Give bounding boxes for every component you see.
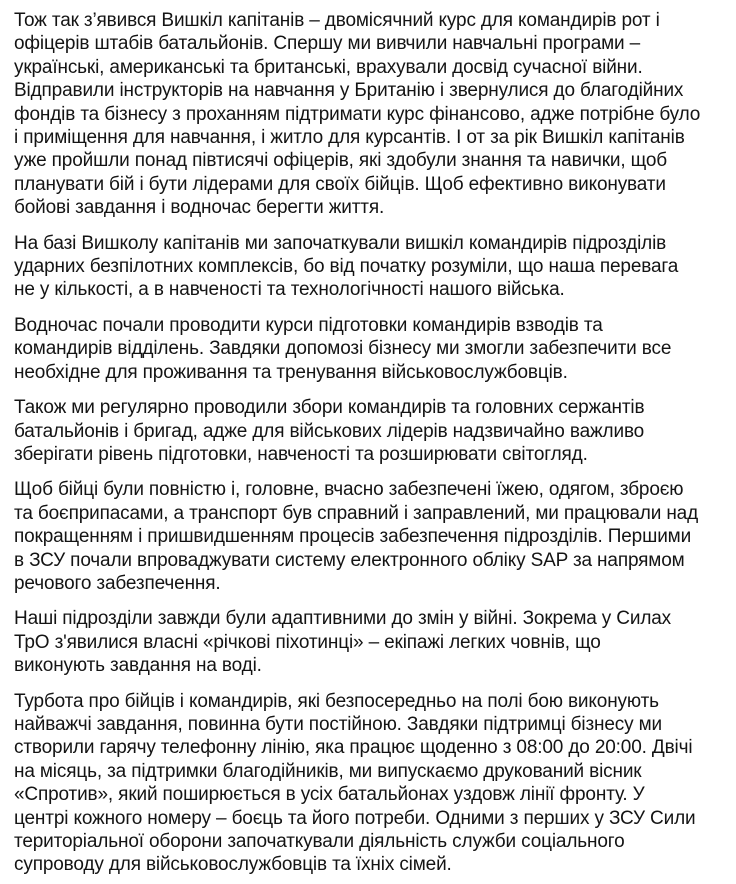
text-line: на місяць, за підтримки благодійників, ми випускаємо друкований вісник xyxy=(14,760,642,782)
text-line: фондів та бізнесу з проханням підтримати курс фінансово, адже потрібне було xyxy=(14,103,701,125)
paragraph xyxy=(14,9,722,220)
text-line: офіцерів штабів батальйонів. Спершу ми вивчили навчальні програми – xyxy=(14,33,641,55)
text-line: Водночас почали проводити курси підготовки командирів взводів та xyxy=(14,314,603,336)
paragraph xyxy=(14,478,722,595)
text-line: батальйонів і бригад, адже для військових лідерів надзвичайно важливо xyxy=(14,420,645,442)
text-line: українські, американські та британські, врахували досвід сучасної війни. xyxy=(14,56,643,78)
paragraph xyxy=(14,396,722,466)
paragraph xyxy=(14,314,722,384)
text-line: зберігати рівень підготовки, навченості та розширювати світогляд. xyxy=(14,443,588,465)
text-line: виконують завдання на воді. xyxy=(14,655,262,677)
text-line: центрі кожного номеру – боєць та його потреби. Одними з перших у ЗСУ Сили xyxy=(14,807,696,829)
text-line: планувати бій і бути лідерами для своїх бійців. Щоб ефективно виконувати xyxy=(14,173,666,195)
text-line: «Спротив», який поширюється в усіх батальйонах уздовж лінії фронту. У xyxy=(14,784,645,806)
text-line: уже пройшли понад півтисячі офіцерів, які здобули знання та навички, щоб xyxy=(14,150,668,172)
text-line: Відправили інструкторів на навчання у Британію і звернулися до благодійних xyxy=(14,80,684,102)
text-line: ударних безпілотних комплексів, бо від початку розуміли, що наша перевага xyxy=(14,256,679,278)
text-line: територіальної оборони започаткували діяльність служби соціального xyxy=(14,831,625,852)
text-line: не у кількості, а в навченості та технологічності нашого війська. xyxy=(14,279,565,301)
text-line: ТрО з'явилися власні «річкові піхотинці» – екіпажі легких човнів, що xyxy=(14,631,601,653)
text-line: Тож так з’явився Вишкіл капітанів – двомісячний курс для командирів рот і xyxy=(14,10,660,31)
text-line: командирів відділень. Завдяки допомозі бізнесу ми змогли забезпечити все xyxy=(14,338,672,360)
text-line: Щоб бійці були повністю і, головне, вчасно забезпечені їжею, одягом, зброєю xyxy=(14,479,684,501)
paragraph xyxy=(14,232,722,302)
text-line: необхідне для проживання та тренування військовослужбовців. xyxy=(14,361,568,383)
text-line: в ЗСУ почали впроваджувати систему електронного обліку SAP за напрямом xyxy=(14,549,685,571)
text-line: найважчі завдання, повинна бути постійною. Завдяки підтримці бізнесу ми xyxy=(14,713,662,735)
paragraph xyxy=(14,607,722,677)
text-line: бойові завдання і водночас берегти життя. xyxy=(14,197,385,219)
text-line: і приміщення для навчання, і житло для курсантів. І от за рік Вишкіл капітанів xyxy=(14,127,685,149)
text-line: Також ми регулярно проводили збори командирів та головних сержантів xyxy=(14,397,645,419)
text-line: На базі Вишколу капітанів ми започаткували вишкіл командирів підрозділів xyxy=(14,232,667,254)
text-line: створили гарячу телефонну лінію, яка працює щоденно з 08:00 до 20:00. Двічі xyxy=(14,737,693,759)
text-line: Наші підрозділи завжди були адаптивними до змін у війні. Зокрема у Силах xyxy=(14,608,672,630)
text-line: покращенням і пришвидшенням процесів забезпечення підрозділів. Першими xyxy=(14,526,692,548)
text-line: Турбота про бійців і командирів, які безпосередньо на полі бою виконують xyxy=(14,690,659,712)
paragraph xyxy=(14,690,722,877)
text-line: речового забезпечення. xyxy=(14,572,221,594)
text-line: супроводу для військовослужбовців та їхніх сімей. xyxy=(14,854,452,876)
text-line: та боєприпасами, а транспорт був справний і заправлений, ми працювали над xyxy=(14,502,699,524)
